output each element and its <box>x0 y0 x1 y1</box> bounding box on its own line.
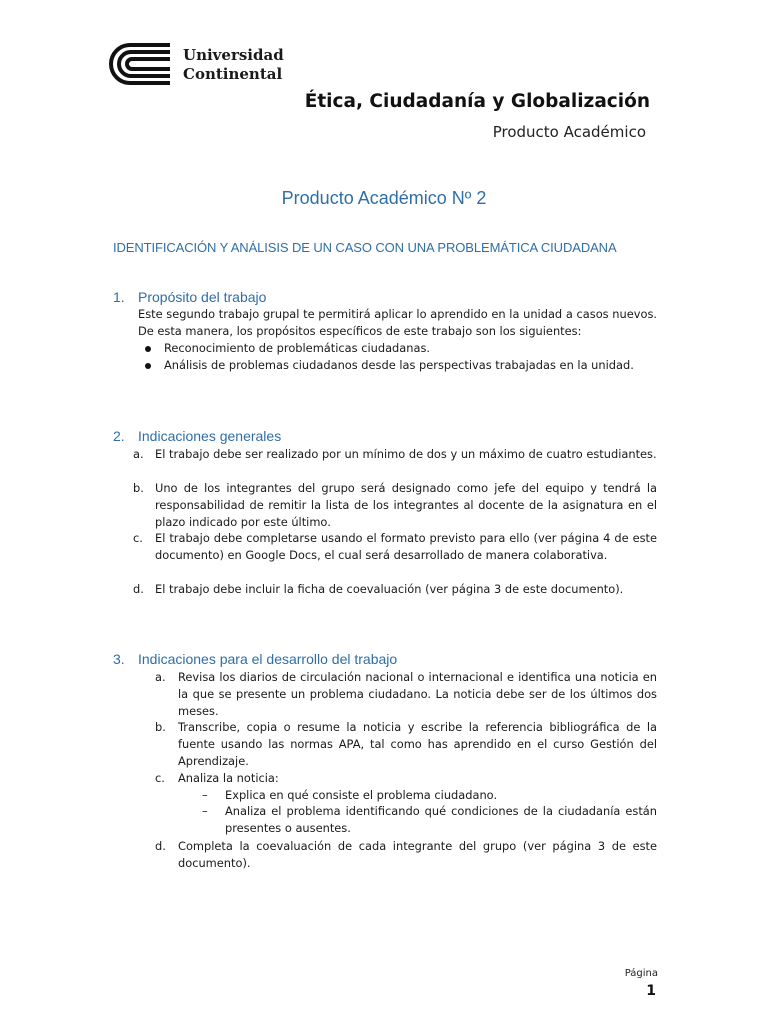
list-marker: b. <box>155 720 166 734</box>
list-marker: b. <box>133 481 144 495</box>
section-1-intro: Este segundo trabajo grupal te permitirá aplicar lo aprendido en la unidad a casos nuevos. De esta manera, los propósitos específicos de este trabajo son los siguientes: <box>138 307 657 338</box>
dash-marker: – <box>202 788 208 802</box>
section-1-title: Propósito del trabajo <box>138 289 267 305</box>
list-item <box>133 480 657 531</box>
list-text: Revisa los diarios de circulación nacional o internacional e identifica una noticia en la que se presente un problema ciudadano. La noticia debe ser de los últimos dos meses. <box>178 670 657 718</box>
list-text: Completa la coevaluación de cada integrante del grupo (ver página 3 de este documento). <box>178 839 657 870</box>
dash-marker: – <box>202 804 208 818</box>
university-name <box>183 46 284 84</box>
section-2-heading <box>113 428 281 444</box>
bullet-text: Análisis de problemas ciudadanos desde las perspectivas trabajadas en la unidad. <box>164 358 634 372</box>
list-item <box>145 357 657 374</box>
university-name-line1: Universidad <box>183 46 284 64</box>
list-marker: d. <box>133 582 144 596</box>
bullet-icon <box>145 363 151 369</box>
list-marker: c. <box>133 531 143 545</box>
case-title: IDENTIFICACIÓN Y ANÁLISIS DE UN CASO CON UNA PROBLEMÁTICA CIUDADANA <box>113 240 617 255</box>
list-item <box>155 770 657 787</box>
page-number: 1 <box>646 983 656 999</box>
section-3-number: 3. <box>113 651 125 667</box>
list-item <box>155 838 657 872</box>
sub-list-item <box>202 787 657 804</box>
section-3-title: Indicaciones para el desarrollo del trabajo <box>138 651 398 667</box>
section-1-heading <box>113 289 266 305</box>
list-marker: a. <box>155 670 166 684</box>
bullet-icon <box>145 346 151 352</box>
section-2-title: Indicaciones generales <box>138 428 282 444</box>
section-3-heading <box>113 651 397 667</box>
list-item <box>133 581 657 598</box>
header-subtitle: Producto Académico <box>492 123 646 141</box>
list-text: Analiza la noticia: <box>178 771 279 785</box>
list-item <box>155 719 657 770</box>
list-marker: d. <box>155 839 166 853</box>
list-item <box>133 446 657 463</box>
logo-mark-icon <box>108 42 172 86</box>
list-text: Transcribe, copia o resume la noticia y escribe la referencia bibliográfica de la fuente usando las normas APA, tal como has aprendido en el curso Gestión del Aprendizaje. <box>178 720 657 768</box>
university-logo <box>108 42 288 86</box>
sub-list-item <box>202 803 657 837</box>
list-text: Uno de los integrantes del grupo será designado como jefe del equipo y tendrá la responsabilidad de remitir la lista de los integrantes al docente de la asignatura en el plazo indicado por este último. <box>155 481 657 529</box>
list-marker: c. <box>155 771 165 785</box>
list-item <box>155 669 657 720</box>
document-title: Producto Académico Nº 2 <box>281 188 487 208</box>
sub-list-text: Explica en qué consiste el problema ciudadano. <box>225 788 498 802</box>
page-label: Página <box>624 968 658 979</box>
list-text: El trabajo debe ser realizado por un mínimo de dos y un máximo de cuatro estudiantes. <box>155 447 657 461</box>
course-title: Ética, Ciudadanía y Globalización <box>304 91 650 112</box>
list-text: El trabajo debe completarse usando el formato previsto para ello (ver página 4 de este documento) en Google Docs, el cual será desarrollado de manera colaborativa. <box>155 531 657 562</box>
list-marker: a. <box>133 447 144 461</box>
section-1-number: 1. <box>113 289 125 305</box>
section-2-number: 2. <box>113 428 125 444</box>
list-text: El trabajo debe incluir la ficha de coevaluación (ver página 3 de este documento). <box>155 582 624 596</box>
list-item <box>133 530 657 564</box>
bullet-text: Reconocimiento de problemáticas ciudadanas. <box>164 341 431 355</box>
sub-list-text: Analiza el problema identificando qué condiciones de la ciudadanía están presentes o ausentes. <box>225 804 657 835</box>
list-item <box>145 340 657 357</box>
university-name-line2: Continental <box>183 65 283 83</box>
